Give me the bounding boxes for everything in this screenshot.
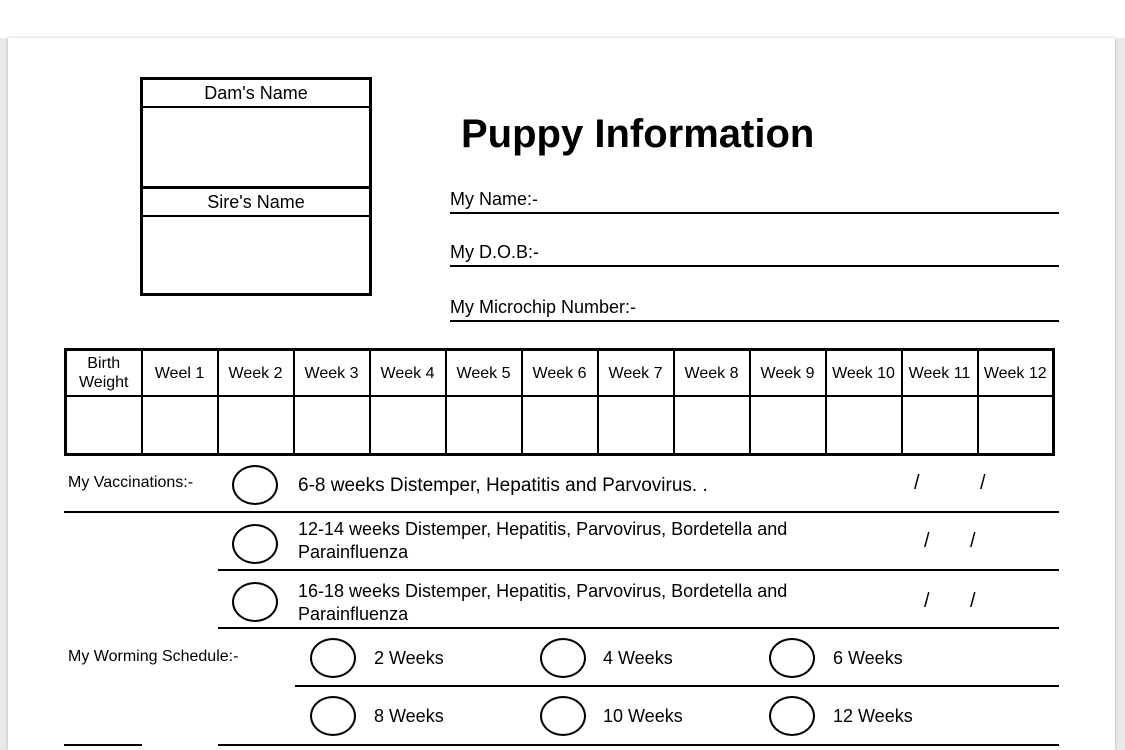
worming-row-line <box>218 744 1059 746</box>
vaccination-checkbox-3[interactable] <box>232 582 278 622</box>
vaccination-date-sep: / <box>914 472 920 494</box>
worming-label-5: 10 Weeks <box>603 706 683 726</box>
vaccination-date-sep: / <box>970 590 976 612</box>
weight-header: Weel 1 <box>142 350 218 397</box>
vaccinations-label: My Vaccinations:- <box>68 474 194 491</box>
weight-header: Week 11 <box>902 350 978 397</box>
weight-header: Week 6 <box>522 350 598 397</box>
vaccination-row-line <box>218 569 1059 571</box>
parents-box <box>140 77 372 296</box>
worming-label-3: 6 Weeks <box>833 648 903 668</box>
vaccination-checkbox-2[interactable] <box>232 524 278 564</box>
worming-row-line <box>295 685 1059 687</box>
weight-cell[interactable] <box>674 396 750 455</box>
sire-name-field[interactable] <box>143 217 369 293</box>
weight-cell[interactable] <box>294 396 370 455</box>
sire-name-label: Sire's Name <box>143 189 369 217</box>
weight-cell[interactable] <box>370 396 446 455</box>
weight-cell[interactable] <box>750 396 826 455</box>
weight-cell[interactable] <box>142 396 218 455</box>
weight-header: Week 9 <box>750 350 826 397</box>
document-page <box>8 38 1115 750</box>
weight-header: Week 4 <box>370 350 446 397</box>
worming-checkbox-2[interactable] <box>540 638 586 678</box>
weight-cell[interactable] <box>446 396 522 455</box>
vaccination-text-2: 12-14 weeks Distemper, Hepatitis, Parvovirus, Bordetella and Parainfluenza <box>298 519 788 562</box>
weight-table <box>64 348 1055 456</box>
dob-label: My D.O.B:- <box>450 242 539 262</box>
weight-cell[interactable] <box>66 396 142 455</box>
weight-cell[interactable] <box>826 396 902 455</box>
dob-field[interactable] <box>450 239 1059 267</box>
worming-label-2: 4 Weeks <box>603 648 673 668</box>
vaccination-text-3: 16-18 weeks Distemper, Hepatitis, Parvovirus, Bordetella and Parainfluenza <box>298 581 788 624</box>
weight-header: Week 3 <box>294 350 370 397</box>
weight-header: Week 5 <box>446 350 522 397</box>
worming-checkbox-5[interactable] <box>540 696 586 736</box>
worming-checkbox-6[interactable] <box>769 696 815 736</box>
worming-checkbox-3[interactable] <box>769 638 815 678</box>
weight-header: Week 2 <box>218 350 294 397</box>
weight-cell[interactable] <box>598 396 674 455</box>
worming-row-line <box>64 744 142 746</box>
vaccination-row-line <box>218 627 1059 629</box>
weight-cell[interactable] <box>218 396 294 455</box>
dam-name-field[interactable] <box>143 108 369 186</box>
worming-label-4: 8 Weeks <box>374 706 444 726</box>
worming-label-1: 2 Weeks <box>374 648 444 668</box>
weight-header: Week 12 <box>978 350 1054 397</box>
weight-cell[interactable] <box>902 396 978 455</box>
page-title: Puppy Information <box>461 112 815 156</box>
weight-header-row <box>66 350 1054 397</box>
vaccination-date-sep: / <box>970 530 976 552</box>
weight-cell[interactable] <box>522 396 598 455</box>
weight-cell[interactable] <box>978 396 1054 455</box>
name-label: My Name:- <box>450 189 539 209</box>
vaccination-date-sep: / <box>924 530 930 552</box>
vaccination-text-1: 6-8 weeks Distemper, Hepatitis and Parvovirus. . <box>298 475 708 496</box>
microchip-field[interactable] <box>450 294 1059 322</box>
weight-value-row <box>66 396 1054 455</box>
vaccination-row-line <box>64 511 1059 513</box>
microchip-label: My Microchip Number:- <box>450 297 637 317</box>
worming-label: My Worming Schedule:- <box>68 648 239 665</box>
weight-header: Week 7 <box>598 350 674 397</box>
worming-checkbox-1[interactable] <box>310 638 356 678</box>
worming-checkbox-4[interactable] <box>310 696 356 736</box>
weight-header: Birth Weight <box>66 350 142 397</box>
vaccination-checkbox-1[interactable] <box>232 465 278 505</box>
worming-label-6: 12 Weeks <box>833 706 913 726</box>
name-field[interactable] <box>450 186 1059 214</box>
top-bar <box>0 0 1125 38</box>
weight-header: Week 8 <box>674 350 750 397</box>
vaccination-date-sep: / <box>980 472 986 494</box>
weight-header: Week 10 <box>826 350 902 397</box>
vaccination-date-sep: / <box>924 590 930 612</box>
dam-name-label: Dam's Name <box>143 80 369 108</box>
